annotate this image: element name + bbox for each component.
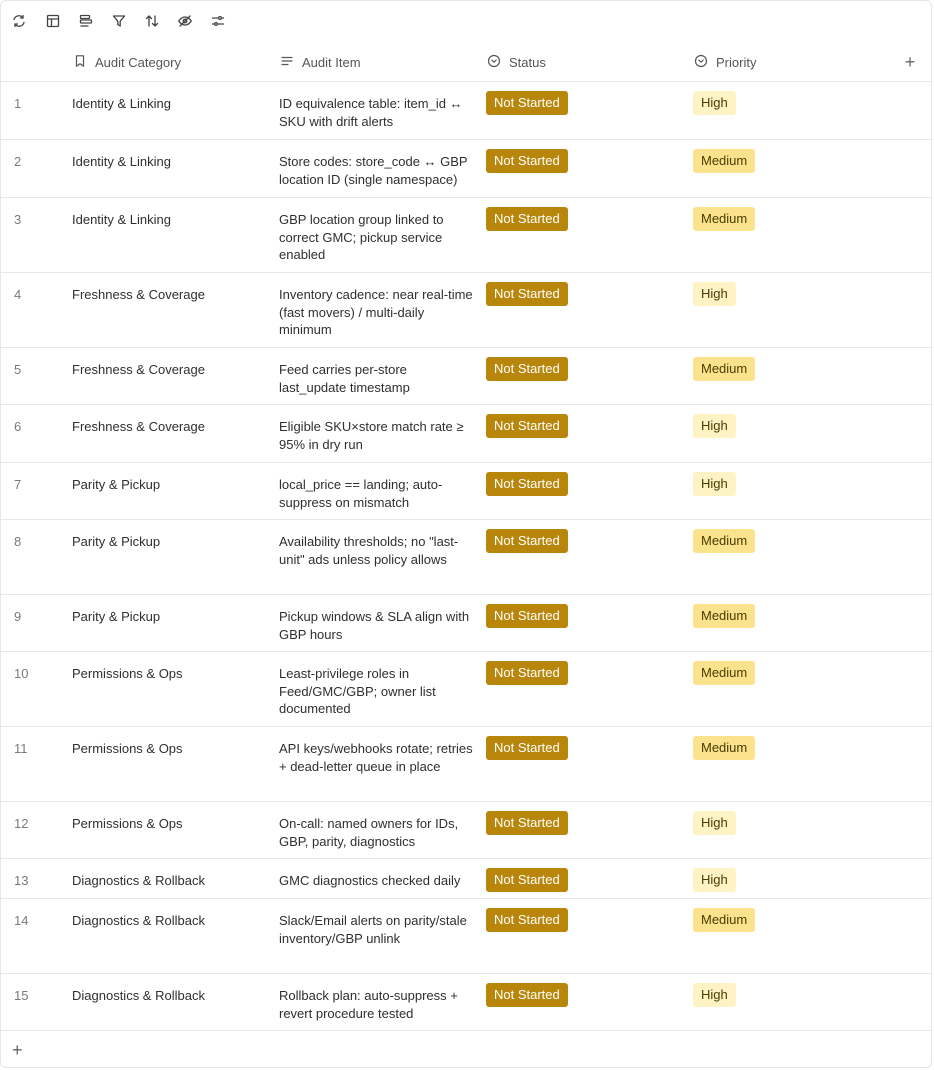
table-row[interactable] <box>0 520 932 595</box>
column-header-status[interactable] <box>487 44 546 81</box>
row-number: 8 <box>14 534 22 549</box>
status-badge: Not Started <box>486 414 568 438</box>
priority-cell[interactable] <box>693 207 755 231</box>
table-header <box>0 44 932 82</box>
status-cell[interactable] <box>486 357 568 381</box>
table-row[interactable] <box>0 652 932 727</box>
priority-cell[interactable] <box>693 736 755 760</box>
audit-item-cell[interactable]: Rollback plan: auto-suppress + revert procedure tested <box>279 988 458 1021</box>
priority-badge: Medium <box>693 529 755 553</box>
status-badge: Not Started <box>486 908 568 932</box>
audit-item-cell[interactable]: Eligible SKU×store match rate ≥ 95% in dry run <box>279 419 464 452</box>
priority-cell[interactable] <box>693 908 755 932</box>
row-number: 14 <box>14 913 29 928</box>
priority-badge: Medium <box>693 149 755 173</box>
audit-category-cell[interactable]: Permissions & Ops <box>72 816 183 831</box>
priority-cell[interactable] <box>693 604 755 628</box>
priority-cell[interactable] <box>693 149 755 173</box>
priority-cell[interactable] <box>693 868 736 892</box>
filter-icon[interactable] <box>110 12 128 30</box>
table-row[interactable] <box>0 140 932 198</box>
audit-category-cell[interactable]: Freshness & Coverage <box>72 287 205 302</box>
table-row[interactable] <box>0 802 932 859</box>
status-badge: Not Started <box>486 357 568 381</box>
priority-cell[interactable] <box>693 661 755 685</box>
status-cell[interactable] <box>486 529 568 553</box>
column-header-label: Audit Category <box>95 55 181 70</box>
audit-category-cell[interactable]: Freshness & Coverage <box>72 362 205 377</box>
status-cell[interactable] <box>486 736 568 760</box>
status-cell[interactable] <box>486 282 568 306</box>
status-badge: Not Started <box>486 91 568 115</box>
table-body <box>0 82 932 1031</box>
priority-cell[interactable] <box>693 357 755 381</box>
column-header-label: Audit Item <box>302 55 361 70</box>
status-badge: Not Started <box>486 983 568 1007</box>
priority-badge: High <box>693 811 736 835</box>
status-cell[interactable] <box>486 868 568 892</box>
table-row[interactable] <box>0 859 932 899</box>
add-row-icon[interactable]: + <box>12 1040 23 1060</box>
priority-badge: High <box>693 983 736 1007</box>
priority-cell[interactable] <box>693 91 736 115</box>
status-badge: Not Started <box>486 868 568 892</box>
group-icon[interactable] <box>77 12 95 30</box>
audit-item-cell[interactable]: GMC diagnostics checked daily <box>279 873 461 888</box>
toolbar <box>0 0 930 44</box>
status-badge: Not Started <box>486 736 568 760</box>
table-row[interactable] <box>0 82 932 140</box>
row-number: 5 <box>14 362 22 377</box>
bookmark-icon <box>73 54 87 71</box>
audit-item-cell[interactable]: ID equivalence table: item_id ↔ SKU with drift alerts <box>279 96 463 129</box>
audit-item-cell[interactable]: API keys/webhooks rotate; retries + dead-letter queue in place <box>279 741 473 774</box>
audit-item-cell[interactable]: Slack/Email alerts on parity/stale inventory/GBP unlink <box>279 913 467 946</box>
priority-cell[interactable] <box>693 529 755 553</box>
priority-badge: High <box>693 91 736 115</box>
status-cell[interactable] <box>486 811 568 835</box>
audit-item-cell[interactable]: Store codes: store_code ↔ GBP location ID (single namespace) <box>279 154 468 187</box>
priority-cell[interactable] <box>693 414 736 438</box>
status-cell[interactable] <box>486 207 568 231</box>
table-row[interactable] <box>0 198 932 273</box>
audit-category-cell[interactable]: Parity & Pickup <box>72 534 161 549</box>
row-number: 10 <box>14 666 29 681</box>
table-row[interactable] <box>0 727 932 802</box>
audit-item-cell[interactable]: GBP location group linked to correct GMC; pickup service enabled <box>279 212 444 262</box>
status-cell[interactable] <box>486 983 568 1007</box>
priority-badge: Medium <box>693 357 755 381</box>
status-badge: Not Started <box>486 529 568 553</box>
priority-cell[interactable] <box>693 811 736 835</box>
column-header-item[interactable] <box>280 44 361 81</box>
priority-cell[interactable] <box>693 472 736 496</box>
audit-item-cell[interactable]: Pickup windows & SLA align with GBP hours <box>279 609 470 642</box>
priority-badge: High <box>693 472 736 496</box>
table-row[interactable] <box>0 348 932 405</box>
row-number: 2 <box>14 154 22 169</box>
status-badge: Not Started <box>486 811 568 835</box>
status-badge: Not Started <box>486 149 568 173</box>
audit-category-cell[interactable]: Permissions & Ops <box>72 741 183 756</box>
table-row[interactable] <box>0 899 932 974</box>
audit-item-cell[interactable]: local_price == landing; auto-suppress on mismatch <box>279 477 443 510</box>
status-cell[interactable] <box>486 472 568 496</box>
row-number: 4 <box>14 287 22 302</box>
settings-icon[interactable] <box>209 12 227 30</box>
table-row[interactable] <box>0 595 932 652</box>
sort-icon[interactable] <box>143 12 161 30</box>
status-badge: Not Started <box>486 207 568 231</box>
table-row[interactable] <box>0 974 932 1031</box>
table-row[interactable] <box>0 463 932 520</box>
status-cell[interactable] <box>486 661 568 685</box>
audit-category-cell[interactable]: Freshness & Coverage <box>72 419 205 434</box>
column-header-priority[interactable] <box>694 44 756 81</box>
status-cell[interactable] <box>486 414 568 438</box>
row-number: 7 <box>14 477 22 492</box>
row-number: 11 <box>14 741 28 756</box>
audit-item-cell[interactable]: Least-privilege roles in Feed/GMC/GBP; owner list documented <box>279 666 436 716</box>
audit-category-cell[interactable]: Diagnostics & Rollback <box>72 913 205 928</box>
add-column-icon[interactable]: + <box>904 52 916 72</box>
text-lines-icon <box>280 54 294 71</box>
audit-item-cell[interactable]: On-call: named owners for IDs, GBP, parity, diagnostics <box>279 816 459 849</box>
refresh-icon[interactable] <box>10 12 28 30</box>
priority-cell[interactable] <box>693 983 736 1007</box>
priority-badge: Medium <box>693 736 755 760</box>
priority-badge: Medium <box>693 604 755 628</box>
status-cell[interactable] <box>486 149 568 173</box>
table-row[interactable] <box>0 405 932 463</box>
table-row[interactable] <box>0 273 932 348</box>
audit-category-cell[interactable]: Parity & Pickup <box>72 609 161 624</box>
status-cell[interactable] <box>486 908 568 932</box>
audit-category-cell[interactable]: Diagnostics & Rollback <box>72 873 205 888</box>
status-badge: Not Started <box>486 661 568 685</box>
row-number: 9 <box>14 609 22 624</box>
priority-badge: Medium <box>693 207 755 231</box>
hide-icon[interactable] <box>176 12 194 30</box>
audit-category-cell[interactable]: Identity & Linking <box>72 96 172 111</box>
audit-item-cell[interactable]: Feed carries per-store last_update timestamp <box>279 362 410 395</box>
row-number: 15 <box>14 988 29 1003</box>
audit-category-cell[interactable]: Identity & Linking <box>72 154 172 169</box>
column-header-category[interactable] <box>73 44 181 81</box>
chevron-circle-icon <box>487 54 501 71</box>
audit-category-cell[interactable]: Parity & Pickup <box>72 477 161 492</box>
row-number: 13 <box>14 873 29 888</box>
row-number: 12 <box>14 816 29 831</box>
chevron-circle-icon <box>694 54 708 71</box>
audit-category-cell[interactable]: Identity & Linking <box>72 212 172 227</box>
layout-icon[interactable] <box>44 12 62 30</box>
status-cell[interactable] <box>486 604 568 628</box>
priority-badge: Medium <box>693 661 755 685</box>
status-badge: Not Started <box>486 472 568 496</box>
status-badge: Not Started <box>486 282 568 306</box>
row-number: 3 <box>14 212 22 227</box>
priority-badge: High <box>693 414 736 438</box>
row-number: 6 <box>14 419 22 434</box>
status-badge: Not Started <box>486 604 568 628</box>
priority-badge: Medium <box>693 908 755 932</box>
audit-category-cell[interactable]: Diagnostics & Rollback <box>72 988 205 1003</box>
priority-cell[interactable] <box>693 282 736 306</box>
priority-badge: High <box>693 282 736 306</box>
audit-item-cell[interactable]: Availability thresholds; no "last-unit" ads unless policy allows <box>279 534 459 567</box>
audit-item-cell[interactable]: Inventory cadence: near real-time (fast movers) / multi-daily minimum <box>279 287 473 337</box>
priority-badge: High <box>693 868 736 892</box>
column-header-label: Status <box>509 55 546 70</box>
audit-category-cell[interactable]: Permissions & Ops <box>72 666 183 681</box>
column-header-label: Priority <box>716 55 757 70</box>
row-number: 1 <box>14 96 22 111</box>
status-cell[interactable] <box>486 91 568 115</box>
